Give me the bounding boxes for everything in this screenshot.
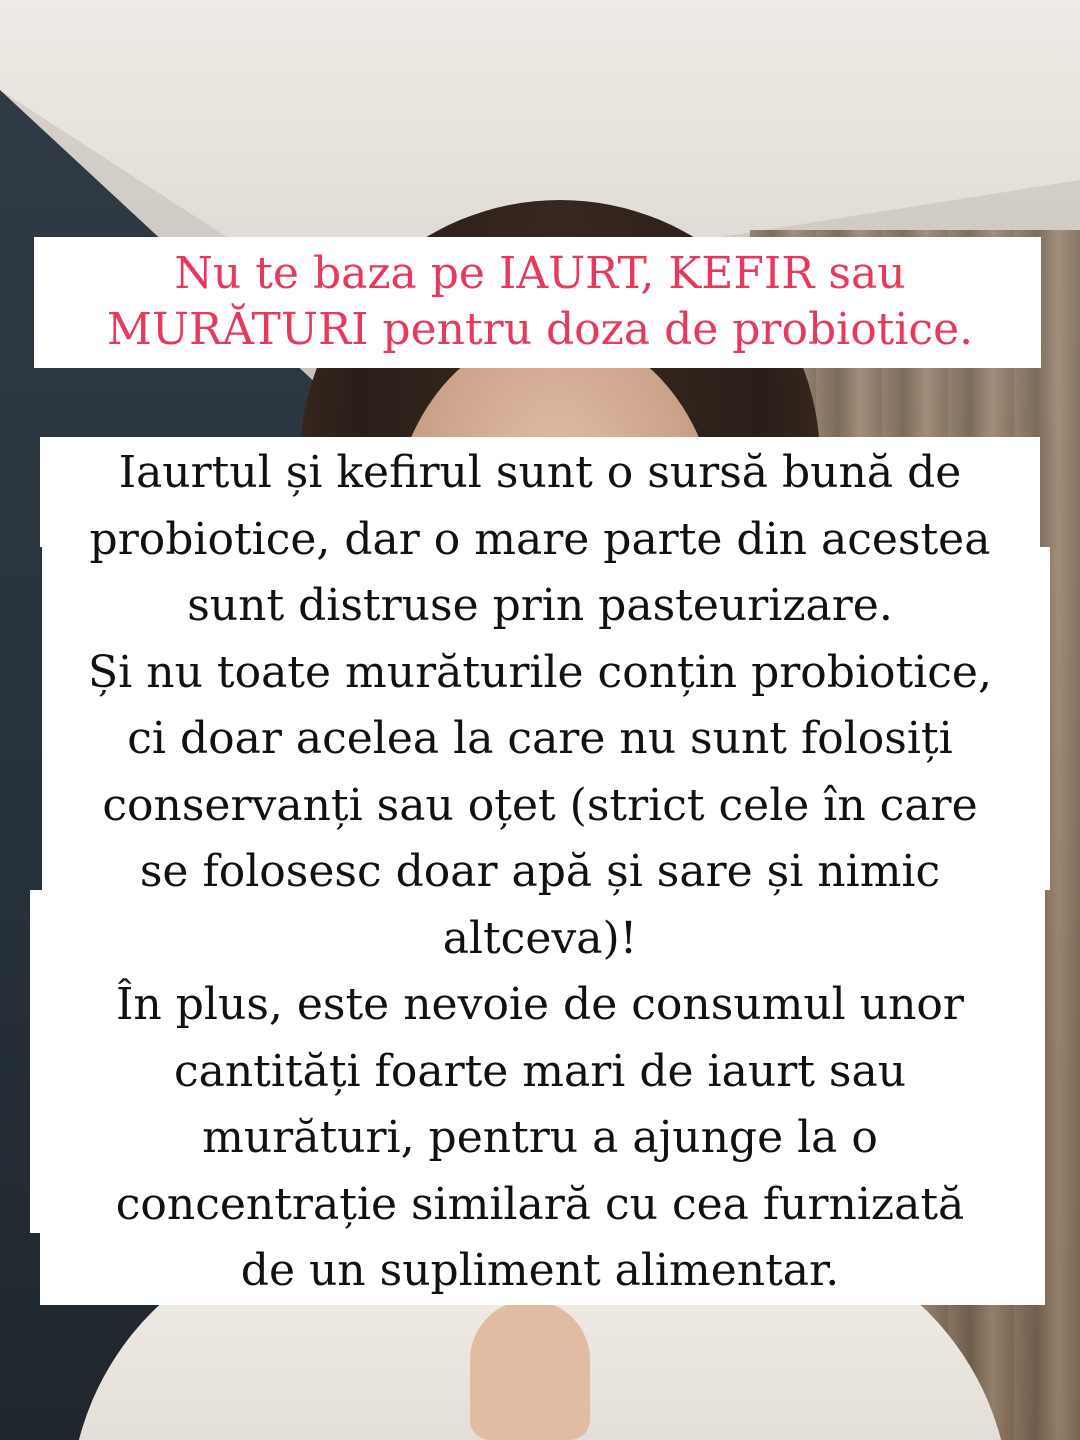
headline-text: Nu te baza pe IAURT, KEFIR sau MURĂTURI pentru doza de probiotice. bbox=[106, 248, 974, 355]
body-text: Iaurtul și kefirul sunt o sursă bună de probiotice, dar o mare parte din acestea sunt distruse prin pasteurizare. Și nu toate murăturile conțin probiotice, ci doar acelea la care nu sunt folosiți conservanți sau oțet (strict cele în care se folosesc doar apă și sare și nimic altceva)! În plus, este nevoie de consumul unor cantități foarte mari de iaurt sau murături, pentru a ajunge la o concentrație similară cu cea furnizată de un supliment alimentar. bbox=[88, 447, 992, 1296]
